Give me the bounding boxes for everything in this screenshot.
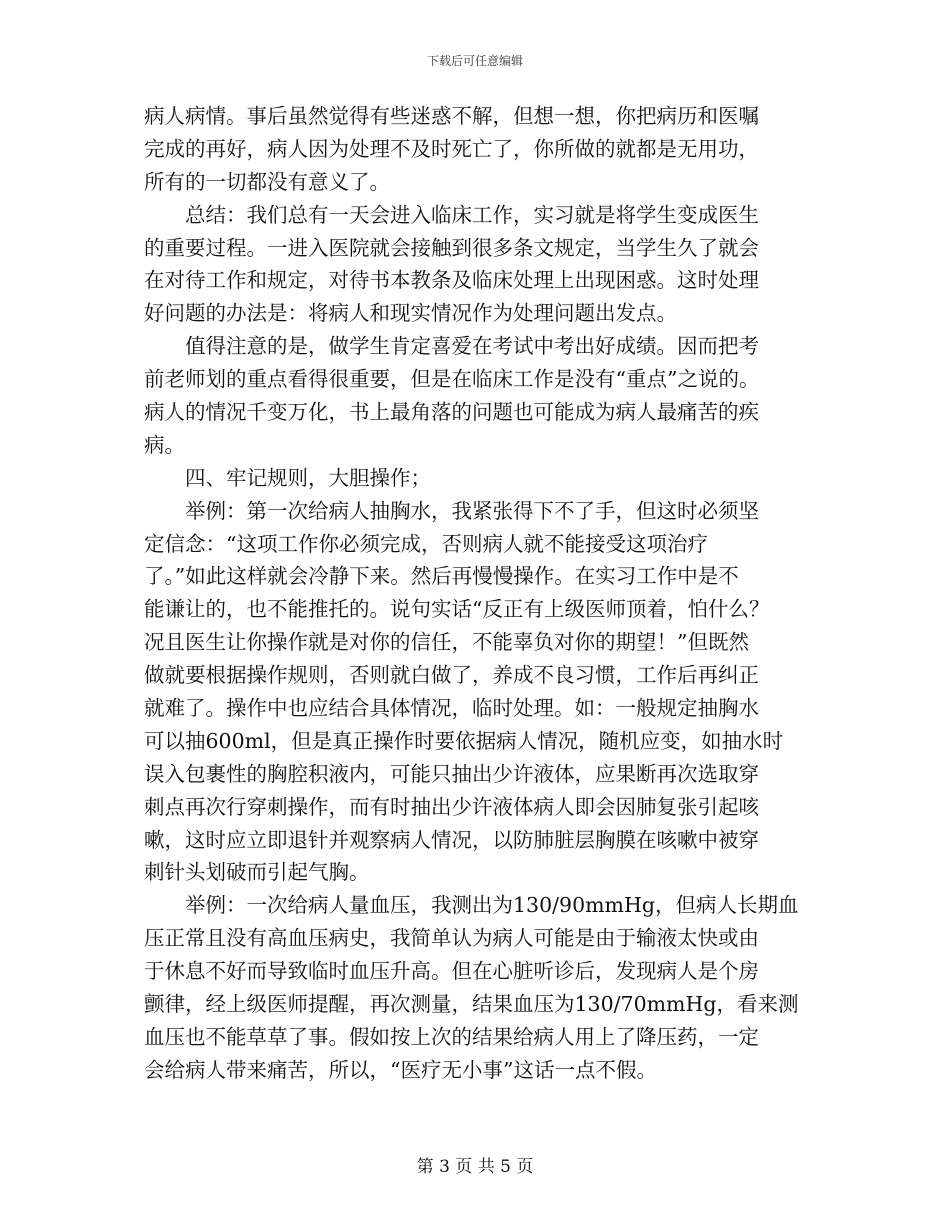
text-line: 病人的情况千变万化，书上最角落的问题也可能成为病人最痛苦的疾 [144,400,759,425]
paragraph-start-line: 举例：第一次给病人抽胸水，我紧张得下不了手，但这时必须坚 [185,498,759,523]
text-line: 就难了。操作中也应结合具体情况，临时处理。如：一般规定抽胸水 [144,696,759,721]
text-line: 压正常且没有高血压病史，我简单认为病人可能是由于输液太快或由 [144,926,759,951]
text-line: 好问题的办法是：将病人和现实情况作为处理问题出发点。 [144,301,677,326]
paragraph-start-line: 总结：我们总有一天会进入临床工作，实习就是将学生变成医生 [185,202,759,227]
text-line: 的重要过程。一进入医院就会接触到很多条文规定，当学生久了就会 [144,235,759,260]
section-heading: 四、牢记规则，大胆操作； [185,465,431,490]
text-line: 刺点再次行穿刺操作，而有时抽出少许液体病人即会因肺复张引起咳 [144,794,759,819]
text-line: 况且医生让你操作就是对你的信任，不能辜负对你的期望！”但既然 [144,630,749,655]
text-line: 病。 [144,432,185,457]
document-body [144,100,806,1087]
paragraph-start-line: 举例：一次给病人量血压，我测出为130/90mmHg，但病人长期血 [185,893,799,918]
text-line: 前老师划的重点看得很重要，但是在临床工作是没有“重点”之说的。 [144,367,760,392]
text-line: 误入包裹性的胸腔积液内，可能只抽出少许液体，应果断再次选取穿 [144,761,759,786]
text-line: 颤律，经上级医师提醒，再次测量，结果血压为130/70mmHg，看来测 [144,992,799,1017]
text-line: 在对待工作和规定，对待书本教条及临床处理上出现困惑。这时处理 [144,268,759,293]
page-number-footer: 第 3 页 共 5 页 [416,1157,534,1177]
text-line: 于休息不好而导致临时血压升高。但在心脏听诊后，发现病人是个房 [144,959,759,984]
text-line: 刺针头划破而引起气胸。 [144,860,370,885]
text-line: 定信念：“这项工作你必须完成，否则病人就不能接受这项治疗 [144,531,708,556]
text-line: 能谦让的，也不能推托的。说句实话“反正有上级医师顶着，怕什么？ [144,597,770,622]
paragraph-start-line: 值得注意的是，做学生肯定喜爱在考试中考出好成绩。因而把考 [185,334,759,359]
text-line: 所有的一切都没有意义了。 [144,169,390,194]
text-line: 嗽，这时应立即退针并观察病人情况，以防肺脏层胸膜在咳嗽中被穿 [144,827,759,852]
text-line: 病人病情。事后虽然觉得有些迷惑不解，但想一想，你把病历和医嘱 [144,104,759,128]
text-line: 完成的再好，病人因为处理不及时死亡了，你所做的就都是无用功， [144,136,759,161]
text-line: 会给病人带来痛苦，所以，“医疗无小事”这话一点不假。 [144,1057,657,1082]
page-header: 下载后可任意编辑 [426,54,523,68]
text-line: 血压也不能草草了事。假如按上次的结果给病人用上了降压药，一定 [144,1024,759,1049]
text-line: 了。”如此这样就会冷静下来。然后再慢慢操作。在实习工作中是不 [144,564,739,589]
text-line: 做就要根据操作规则，否则就白做了，养成不良习惯，工作后再纠正 [144,663,759,688]
text-line: 可以抽600ml，但是真正操作时要依据病人情况，随机应变，如抽水时 [144,728,784,753]
